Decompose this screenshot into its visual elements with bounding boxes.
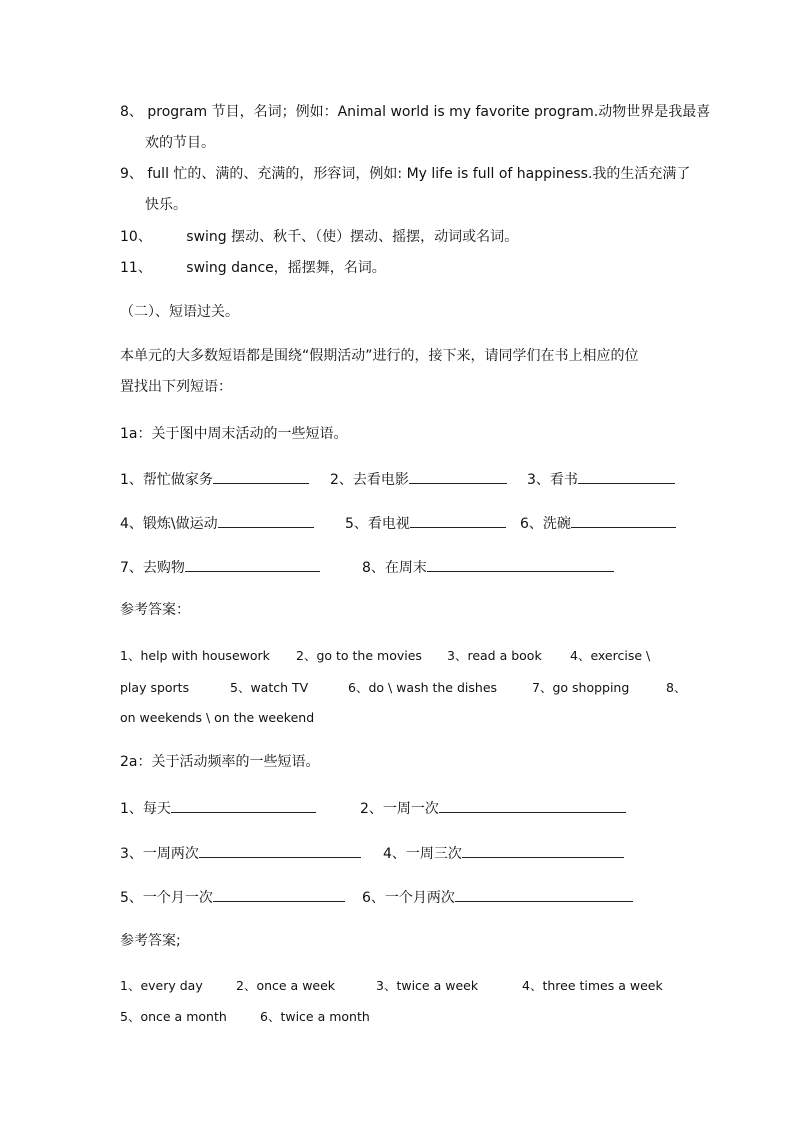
vocab-item-9-cont: 快乐。 — [145, 197, 187, 213]
answer-blank[interactable] — [462, 843, 624, 858]
phrase-item: 2、去看电影 — [330, 469, 507, 489]
answer-blank[interactable] — [439, 798, 626, 813]
answer-blank[interactable] — [410, 513, 506, 528]
vocab-item-8-cont: 欢的节目。 — [145, 135, 215, 151]
intro-line-2: 置找出下列短语： — [120, 379, 232, 395]
answer-text: 4、three times a week — [522, 978, 663, 993]
answer-blank[interactable] — [455, 887, 633, 902]
part1-answers-row-3 — [120, 710, 314, 726]
intro-line-1: 本单元的大多数短语都是围绕“假期活动”进行的，接下来，请同学们在书上相应的位 — [120, 348, 639, 364]
part1-answers-row-1 — [120, 648, 680, 664]
phrase-item: 3、看书 — [527, 469, 675, 489]
part2-answers-row-2 — [120, 1009, 520, 1025]
answer-blank[interactable] — [171, 798, 316, 813]
vocab-item-10 — [120, 228, 518, 246]
answer-text: 6、do \ wash the dishes — [348, 680, 498, 695]
answer-blank[interactable] — [213, 887, 345, 902]
answer-text: 5、watch TV — [230, 680, 309, 695]
answer-blank[interactable] — [199, 843, 361, 858]
answer-blank[interactable] — [427, 557, 614, 572]
answer-text: 4、exercise \ — [570, 648, 651, 663]
answer-text: 5、once a month — [120, 1009, 227, 1024]
section-title: （二）、短语过关。 — [120, 304, 239, 320]
answer-text: 3、read a book — [447, 648, 542, 663]
answer-text: 2、go to the movies — [296, 648, 422, 663]
vocab-text: swing dance，摇摆舞，名词。 — [186, 260, 386, 276]
answer-text: 8、 — [666, 680, 687, 695]
answer-text: 6、twice a month — [260, 1009, 370, 1024]
part2-answer-label: 参考答案; — [120, 933, 181, 949]
answer-blank[interactable] — [409, 469, 507, 484]
phrase-item: 3、一周两次 — [120, 843, 361, 863]
phrase-item: 6、一个月两次 — [362, 887, 633, 907]
answer-text: 1、help with housework — [120, 648, 270, 663]
answer-text: 7、go shopping — [532, 680, 630, 695]
answer-text: on weekends \ on the weekend — [120, 710, 315, 725]
part1-heading: 1a：关于图中周末活动的一些短语。 — [120, 426, 348, 442]
vocab-item-9 — [120, 165, 690, 183]
answer-text: 3、twice a week — [376, 978, 479, 993]
phrase-item: 2、一周一次 — [360, 798, 626, 818]
phrase-item: 4、锻炼\做运动 — [120, 513, 314, 533]
vocab-number: 11、 — [120, 260, 152, 276]
answer-text: play sports — [120, 680, 190, 695]
vocab-text: program 节目，名词；例如：Animal world is my favorite program.动物世界是我最喜 — [147, 104, 711, 120]
part2-heading: 2a：关于活动频率的一些短语。 — [120, 754, 320, 770]
part1-answer-label: 参考答案： — [120, 602, 190, 618]
phrase-item: 6、洗碗 — [520, 513, 676, 533]
phrase-item: 1、每天 — [120, 798, 316, 818]
answer-text: 2、once a week — [236, 978, 336, 993]
vocab-item-11 — [120, 259, 386, 277]
answer-blank[interactable] — [185, 557, 320, 572]
part2-answers-row-1 — [120, 978, 680, 994]
answer-blank[interactable] — [218, 513, 314, 528]
phrase-item: 1、帮忙做家务 — [120, 469, 309, 489]
answer-blank[interactable] — [571, 513, 676, 528]
vocab-item-8 — [120, 103, 710, 121]
phrase-item: 7、去购物 — [120, 557, 320, 577]
phrase-item: 4、一周三次 — [383, 843, 624, 863]
answer-text: 1、every day — [120, 978, 203, 993]
phrase-item: 5、一个月一次 — [120, 887, 345, 907]
phrase-item: 8、在周末 — [362, 557, 614, 577]
vocab-number: 9、 — [120, 166, 143, 182]
vocab-text: swing 摆动、秋千、（使）摆动、摇摆，动词或名词。 — [186, 229, 519, 245]
part1-answers-row-2 — [120, 680, 690, 696]
vocab-text: full 忙的、满的、充满的，形容词，例如: My life is full of happiness.我的生活充满了 — [147, 166, 691, 182]
answer-blank[interactable] — [213, 469, 309, 484]
vocab-number: 8、 — [120, 104, 143, 120]
answer-blank[interactable] — [578, 469, 675, 484]
vocab-number: 10、 — [120, 229, 152, 245]
phrase-item: 5、看电视 — [345, 513, 506, 533]
